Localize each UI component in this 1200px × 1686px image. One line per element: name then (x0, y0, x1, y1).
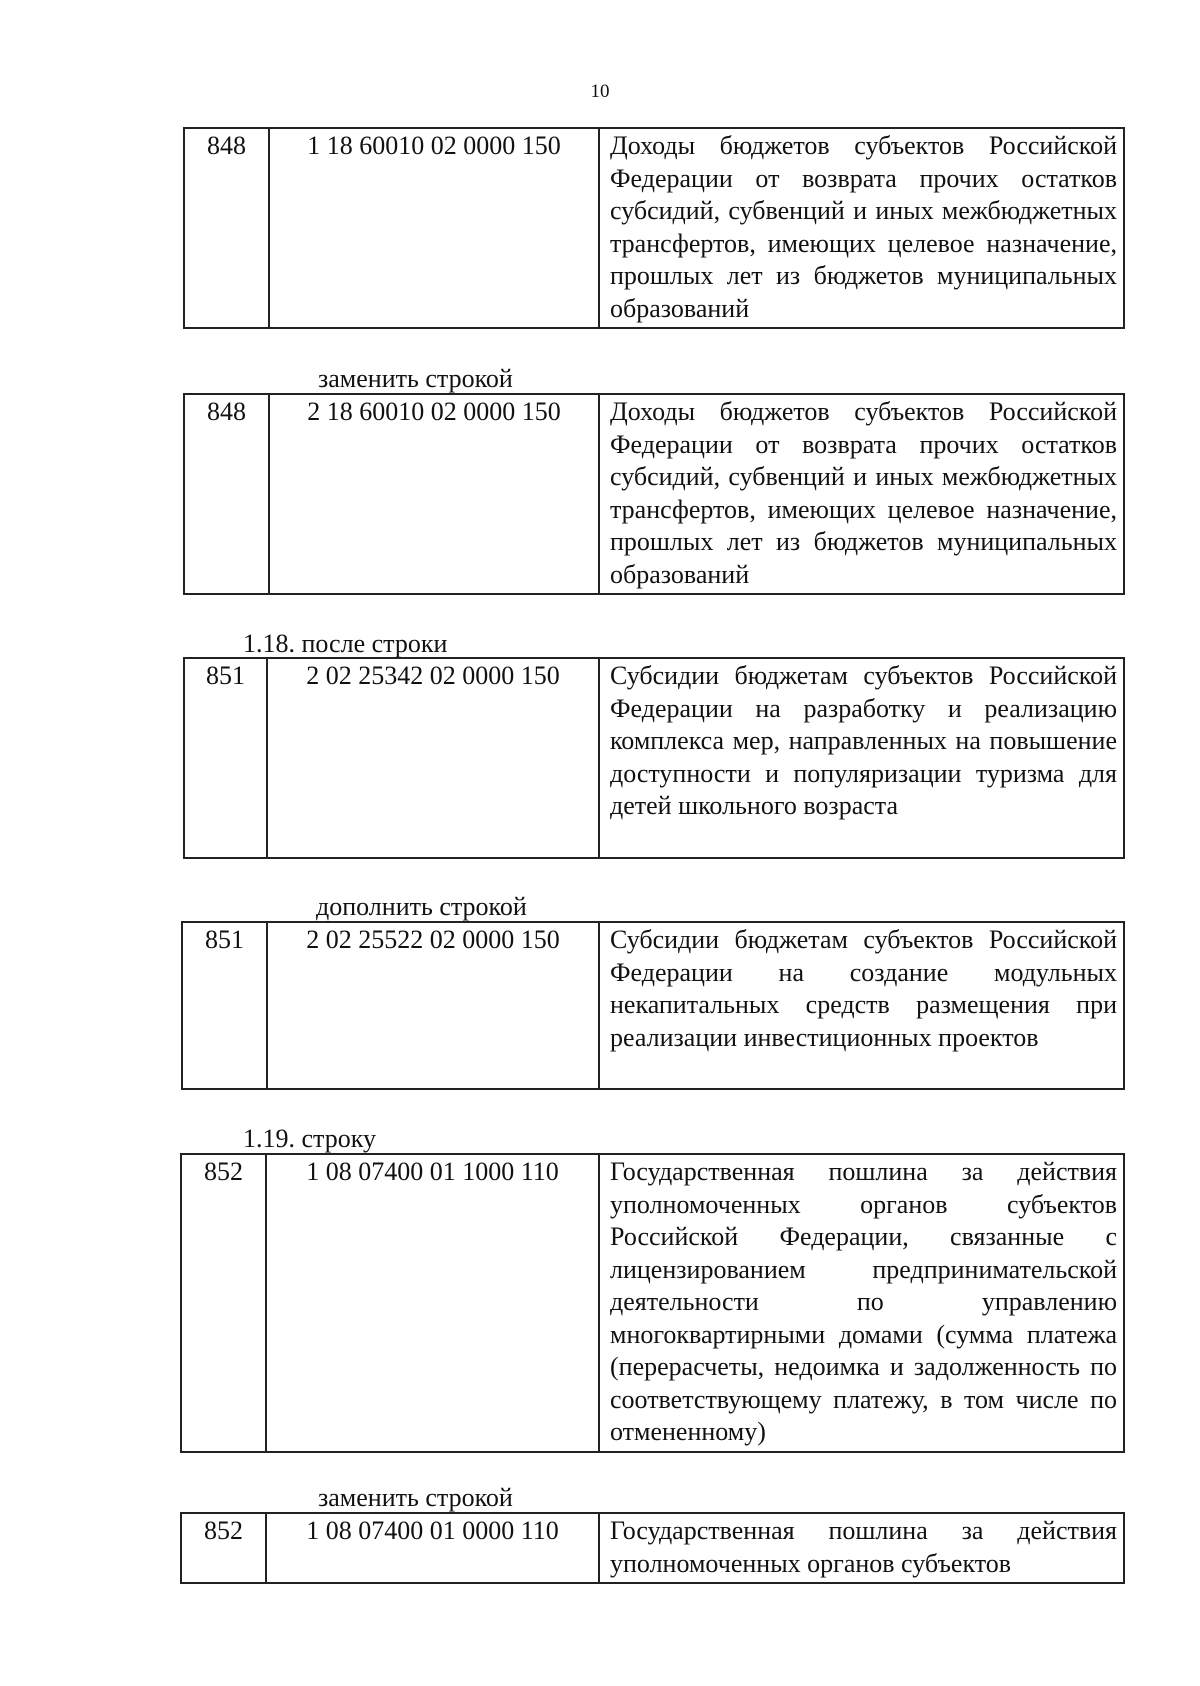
table-row (184, 394, 1124, 594)
admin-code-cell: 852 (181, 1154, 266, 1452)
budget-table-row-block (180, 1512, 1125, 1584)
table-row (184, 128, 1124, 328)
description-cell (599, 1513, 1124, 1583)
admin-code-cell: 848 (184, 394, 269, 594)
description-cell (599, 1154, 1124, 1452)
budget-table-row-block (181, 921, 1125, 1090)
description-text: Субсидии бюджетам субъектов Российской Федерации на разработку и реализацию комплекса мер, направленных на повышение доступности и популяризации туризма для детей школьного возраста (610, 661, 1117, 820)
table-row (181, 1513, 1124, 1583)
description-text: Государственная пошлина за действия уполномоченных органов субъектов Российской Федерации, связанные с лицензированием предпринимательской деятельности по управлению многоквартирными домами (сумма платежа (перерасчеты, недоимка и задолженность по соответствующему платежу, в том числе по отмененному) (610, 1157, 1117, 1446)
kbk-cell: 2 02 25522 02 0000 150 (267, 922, 599, 1089)
page-number: 10 (590, 81, 610, 102)
caption-replace: заменить строкой (318, 1483, 513, 1512)
description-text: Государственная пошлина за действия уполномоченных органов субъектов (610, 1516, 1117, 1578)
budget-table-row-block (183, 657, 1125, 859)
admin-code-cell: 852 (181, 1513, 266, 1583)
kbk-cell: 1 08 07400 01 0000 110 (266, 1513, 599, 1583)
kbk-cell: 1 18 60010 02 0000 150 (269, 128, 599, 328)
description-text: Доходы бюджетов субъектов Российской Федерации от возврата прочих остатков субсидий, субвенций и иных межбюджетных трансфертов, имеющих целевое назначение, прошлых лет из бюджетов муниципальных образований (610, 397, 1117, 589)
table-row (184, 658, 1124, 858)
description-text: Субсидии бюджетам субъектов Российской Федерации на создание модульных некапитальных средств размещения при реализации инвестиционных проектов (610, 925, 1117, 1052)
admin-code-cell: 851 (182, 922, 267, 1089)
caption-item-1-19: 1.19. строку (243, 1124, 376, 1153)
caption-add: дополнить строкой (316, 892, 527, 921)
description-cell (599, 658, 1124, 858)
description-cell (599, 922, 1124, 1089)
table-row (182, 922, 1124, 1089)
kbk-cell: 2 02 25342 02 0000 150 (267, 658, 599, 858)
kbk-cell: 1 08 07400 01 1000 110 (266, 1154, 599, 1452)
description-cell (599, 394, 1124, 594)
admin-code-cell: 851 (184, 658, 267, 858)
description-cell (599, 128, 1124, 328)
budget-table-row-block (183, 393, 1125, 595)
description-text: Доходы бюджетов субъектов Российской Федерации от возврата прочих остатков субсидий, субвенций и иных межбюджетных трансфертов, имеющих целевое назначение, прошлых лет из бюджетов муниципальных образований (610, 131, 1117, 323)
caption-item-1-18: 1.18. после строки (243, 629, 448, 658)
budget-table-row-block (183, 127, 1125, 329)
caption-replace: заменить строкой (318, 364, 513, 393)
budget-table-row-block (180, 1153, 1125, 1453)
table-row (181, 1154, 1124, 1452)
admin-code-cell: 848 (184, 128, 269, 328)
kbk-cell: 2 18 60010 02 0000 150 (269, 394, 599, 594)
